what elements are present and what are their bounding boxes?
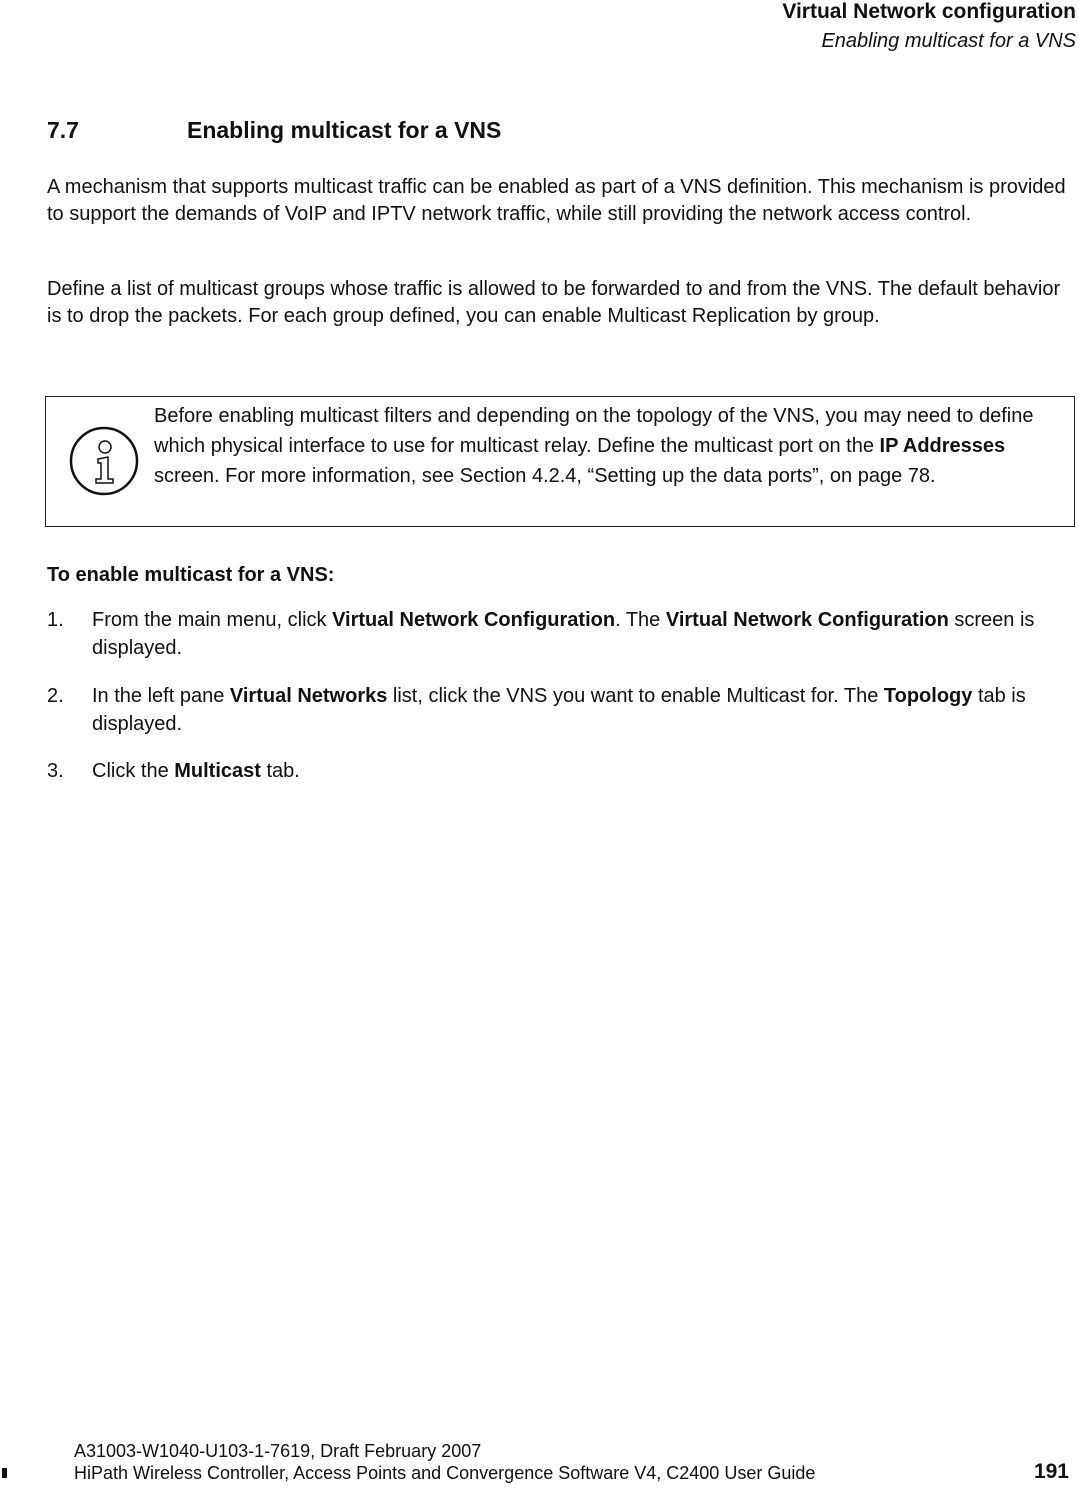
step-bold: Virtual Networks bbox=[229, 685, 388, 707]
note-text bbox=[154, 401, 1074, 491]
step-3 bbox=[47, 757, 1077, 785]
step-text: . The bbox=[615, 609, 666, 631]
step-number: 3. bbox=[47, 760, 64, 782]
note-bold-term: IP Addresses bbox=[879, 435, 1006, 457]
step-bold: Virtual Network Configuration bbox=[665, 609, 949, 631]
note-box bbox=[45, 396, 1075, 527]
section-title: Enabling multicast for a VNS bbox=[187, 117, 502, 143]
step-number: 1. bbox=[47, 609, 64, 631]
step-text: tab. bbox=[260, 760, 300, 782]
step-1 bbox=[47, 606, 1077, 662]
procedure-title: To enable multicast for a VNS: bbox=[47, 564, 335, 586]
running-header-chapter: Virtual Network configuration bbox=[782, 0, 1076, 23]
section-heading bbox=[47, 117, 501, 144]
step-text: Click the bbox=[92, 760, 175, 782]
paragraph-1: A mechanism that supports multicast traffic can be enabled as part of a VNS definition. This mechanism is provided to support the demands of VoIP and IPTV network traffic, while still providing the network access control. bbox=[47, 176, 1066, 225]
step-text: From the main menu, click bbox=[92, 609, 333, 631]
note-text-part: screen. For more information, see Section 4.2.4, “Setting up the data ports”, on page 78. bbox=[154, 465, 936, 487]
paragraph-2: Define a list of multicast groups whose traffic is allowed to be forwarded to and from the VNS. The default behavior is to drop the packets. For each group defined, you can enable Multicast Replication by group. bbox=[47, 278, 1061, 327]
step-bold: Virtual Network Configuration bbox=[332, 609, 616, 631]
step-2 bbox=[47, 682, 1077, 738]
note-text-part: Before enabling multicast filters and depending on the topology of the VNS, you may need to define which physical interface to use for multicast relay. Define the multicast port on the bbox=[154, 405, 1034, 457]
footer-doc-id: A31003-W1040-U103-1-7619, Draft February 2007 bbox=[74, 1441, 482, 1461]
step-text: screen is displayed. bbox=[92, 609, 1035, 659]
section-number: 7.7 bbox=[47, 117, 79, 143]
margin-mark bbox=[2, 1468, 7, 1478]
step-text: tab is displayed. bbox=[92, 685, 1026, 735]
step-bold: Multicast bbox=[174, 760, 261, 782]
step-text: list, click the VNS you want to enable Multicast for. The bbox=[387, 685, 884, 707]
step-bold: Topology bbox=[883, 685, 973, 707]
running-header-section: Enabling multicast for a VNS bbox=[821, 30, 1076, 52]
info-icon bbox=[68, 421, 140, 501]
step-number: 2. bbox=[47, 685, 64, 707]
footer-title: HiPath Wireless Controller, Access Points and Convergence Software V4, C2400 User Guide bbox=[74, 1463, 816, 1483]
step-text: In the left pane bbox=[92, 685, 230, 707]
page-number: 191 bbox=[1033, 1460, 1069, 1483]
